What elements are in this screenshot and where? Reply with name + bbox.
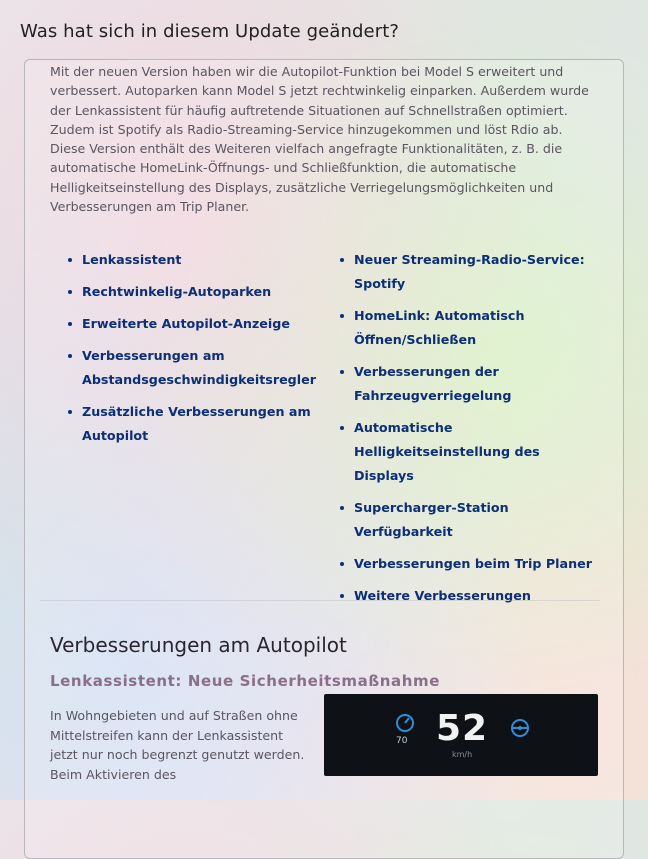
autopilot-gauge-icon: [394, 712, 416, 734]
speed-unit: km/h: [452, 750, 473, 759]
section-divider: [40, 600, 600, 601]
feature-link[interactable]: Automatische Helligkeitseinstellung des Displays: [340, 416, 602, 488]
feature-link[interactable]: Lenkassistent: [68, 248, 313, 272]
section-title: Verbesserungen am Autopilot: [50, 633, 347, 657]
section-subtitle: Lenkassistent: Neue Sicherheitsmaßnahme: [50, 672, 441, 690]
feature-link[interactable]: Verbesserungen beim Trip Planer: [340, 552, 602, 576]
speed-value: 52: [436, 708, 489, 749]
steering-wheel-icon: [510, 718, 530, 738]
feature-link[interactable]: HomeLink: Automatisch Öffnen/Schließen: [340, 304, 602, 352]
page-title: Was hat sich in diesem Update geändert?: [20, 21, 399, 42]
feature-link[interactable]: Weitere Verbesserungen: [340, 584, 602, 608]
speed-limit: 70: [396, 736, 408, 746]
feature-link[interactable]: Rechtwinkelig-Autoparken: [68, 280, 313, 304]
feature-link[interactable]: Neuer Streaming-Radio-Service: Spotify: [340, 248, 602, 296]
feature-link[interactable]: Verbesserungen der Fahrzeugverriegelung: [340, 360, 602, 408]
intro-paragraph: Mit der neuen Version haben wir die Autopilot-Funktion bei Model S erweitert und verbessert. Autoparken kann Model S jetzt rechtwinkelig einparken. Außerdem wurde der Lenkassistent für häufig auftretende Situationen auf Schnellstraßen optimiert. Zudem ist Spotify als Radio-Streaming-Service hinzugekommen und löst Rdio ab. Diese Version enthält des Weiteren vielfach angefragte Funktionalitäten, z. B. die automatische HomeLink-Öffnungs- und Schließfunktion, die automatische Helligkeitseinstellung des Displays, zusätzliche Verriegelungsmöglichkeiten und Verbesserungen am Trip Planer.: [50, 64, 589, 215]
dashboard-image: [324, 694, 598, 776]
section-body: In Wohngebieten und auf Straßen ohne Mittelstreifen kann der Lenkassistent jetzt nur noch begrenzt genutzt werden. Beim Aktivieren des: [50, 708, 305, 782]
feature-link[interactable]: Erweiterte Autopilot-Anzeige: [68, 312, 313, 336]
feature-link[interactable]: Supercharger-Station Verfügbarkeit: [340, 496, 602, 544]
feature-list-right: [340, 248, 602, 616]
feature-link[interactable]: Zusätzliche Verbesserungen am Autopilot: [68, 400, 313, 448]
feature-link[interactable]: Verbesserungen am Abstandsgeschwindigkeitsregler: [68, 344, 313, 392]
feature-list-left: [68, 248, 316, 456]
